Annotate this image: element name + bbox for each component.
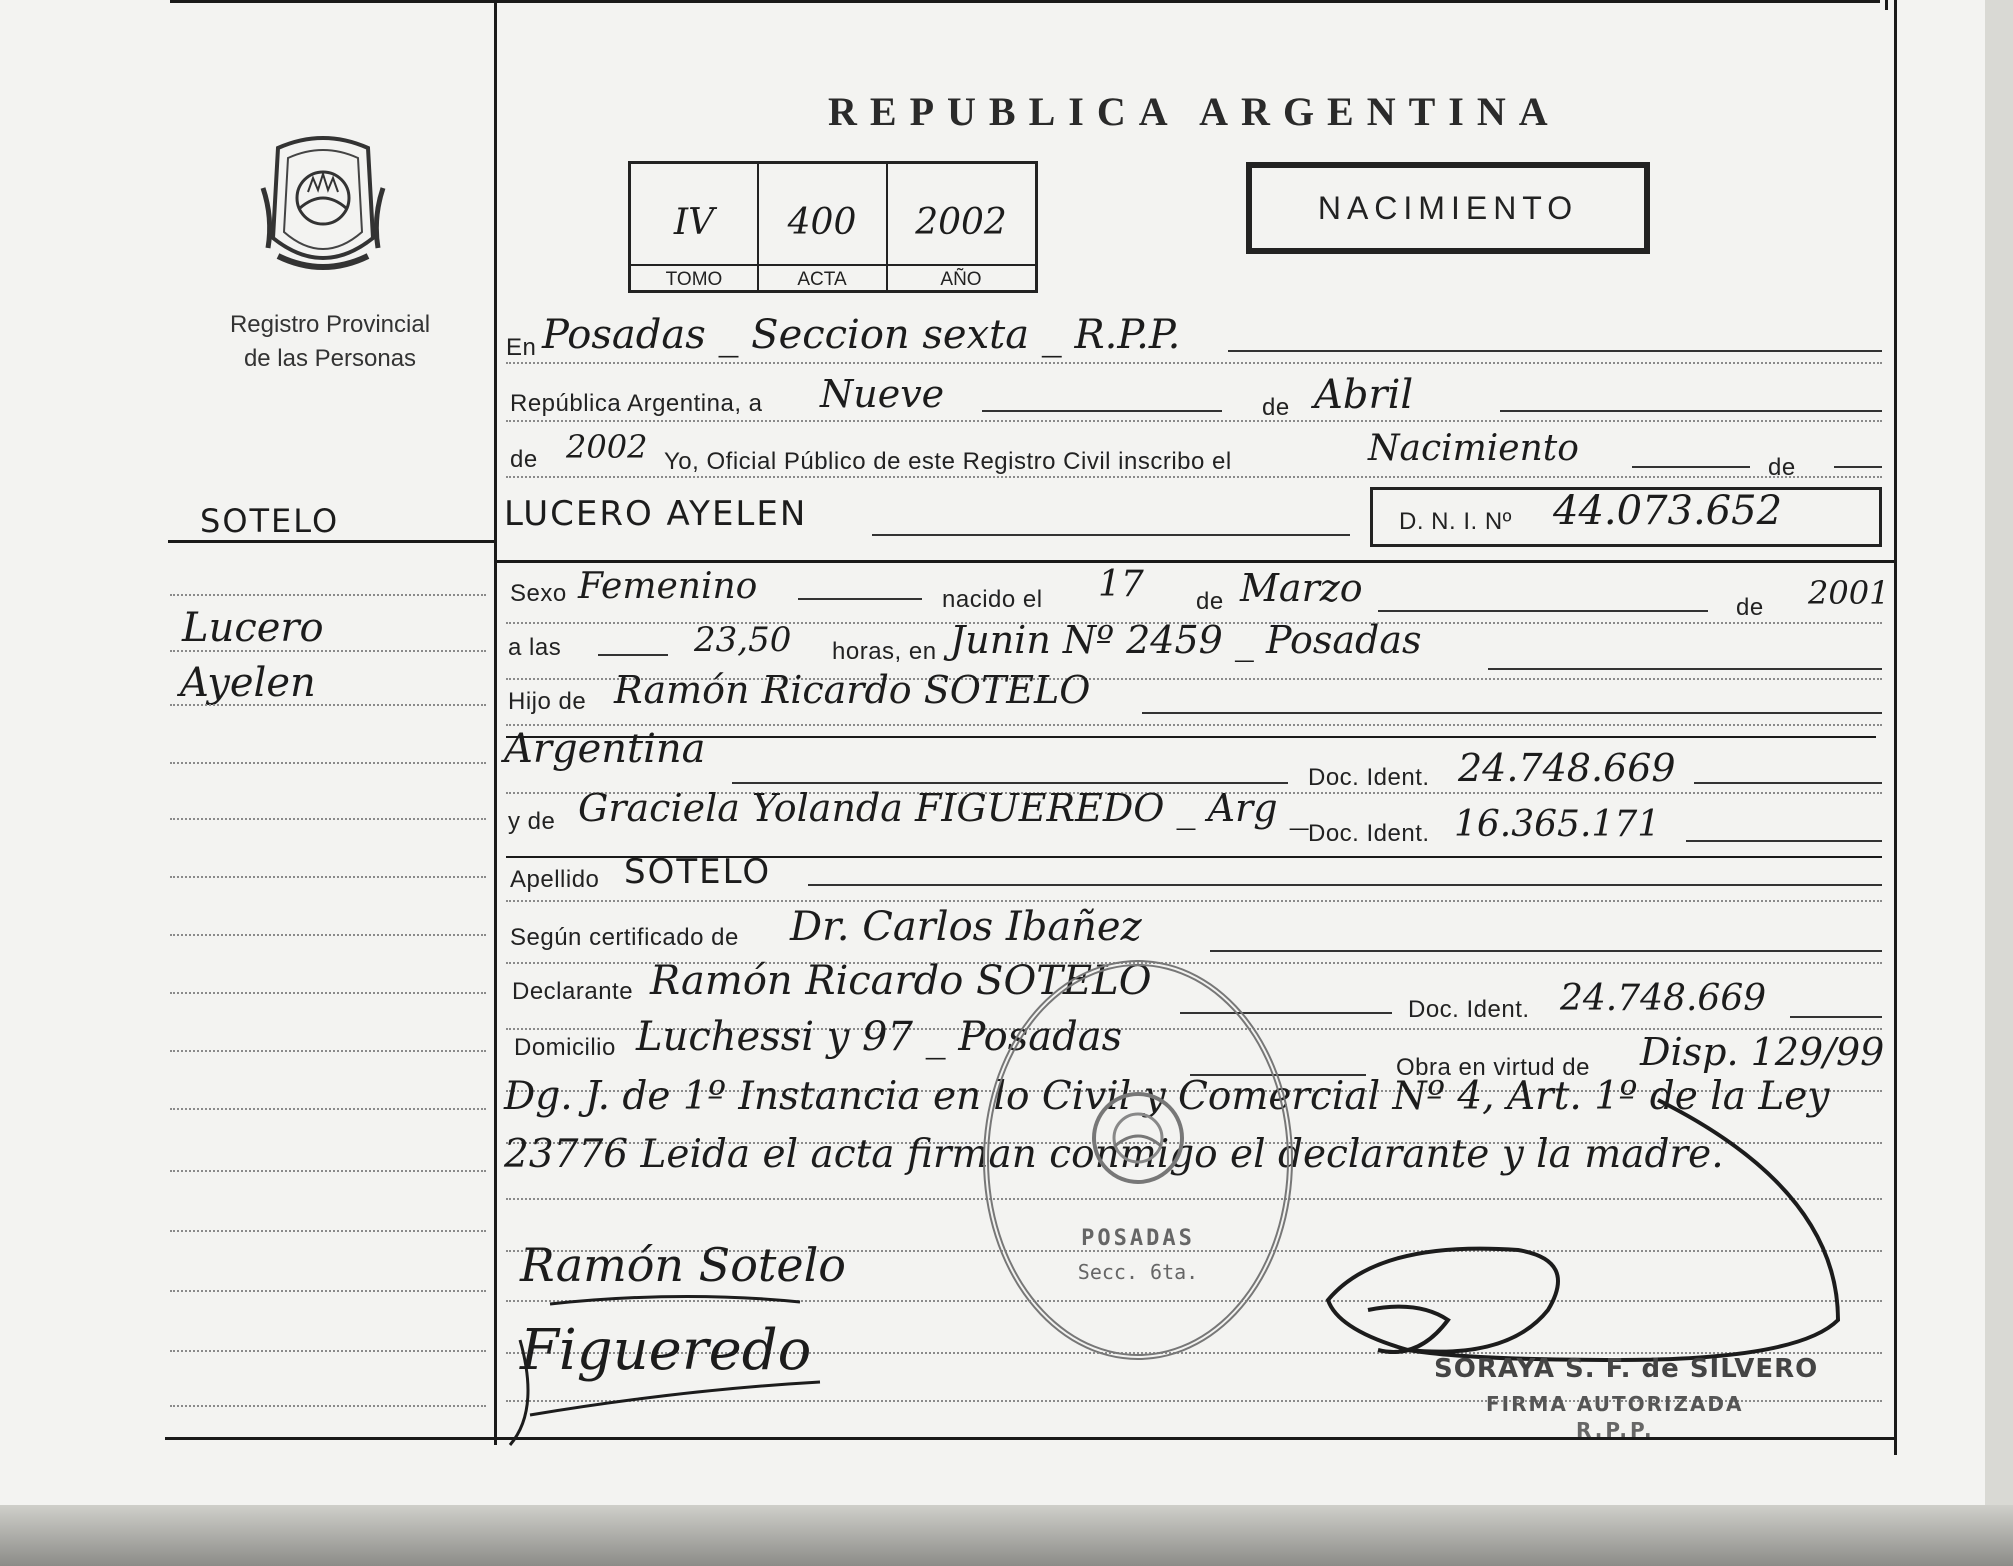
rule-line-6a — [598, 654, 668, 656]
registry-box — [628, 161, 1038, 293]
official-seal-stamp — [983, 960, 1293, 1360]
sidebar-rule — [170, 704, 486, 706]
mother-doc-number: 16.365.171 — [1454, 804, 1661, 845]
rule-line-1 — [1228, 350, 1882, 352]
date-mid: de — [1262, 394, 1290, 421]
father-doc-number: 24.748.669 — [1458, 746, 1676, 790]
sidebar-rule — [170, 1170, 486, 1172]
father-prefix: Hijo de — [508, 688, 587, 715]
authority-prefix: Obra en virtud de — [1396, 1054, 1590, 1081]
declarant-doc-label: Doc. Ident. — [1408, 996, 1530, 1023]
declarant-address: Luchessi y 97 _ Posadas — [636, 1014, 1123, 1060]
birth-month: Marzo — [1240, 566, 1363, 610]
born-prefix: nacido el — [942, 586, 1043, 613]
anio-value: 2002 — [915, 202, 1007, 243]
sidebar-rule — [170, 1290, 486, 1292]
observation-line-1: Dg. J. de 1º Instancia en lo Civil y Comercial Nº 4, Art. 1º de la Ley — [504, 1074, 1830, 1119]
birth-place-prefix: horas, en — [832, 638, 937, 665]
left-edge-mark — [1885, 0, 1888, 10]
address-prefix: Domicilio — [514, 1034, 616, 1061]
document-title: REPUBLICA ARGENTINA — [828, 89, 1561, 134]
stamp-city: POSADAS — [1081, 1226, 1195, 1251]
officer-office: R.P.P. — [1576, 1418, 1655, 1442]
father-nationality: Argentina — [504, 726, 706, 772]
surname-prefix: Apellido — [510, 866, 600, 893]
place-prefix: En — [506, 334, 537, 361]
officer-title: FIRMA AUTORIZADA — [1486, 1392, 1744, 1416]
officer-name: SORAYA S. F. de SILVERO — [1434, 1354, 1819, 1384]
sidebar-given-name-2: Ayelen — [180, 660, 316, 706]
sidebar-rule — [170, 1405, 486, 1407]
rule-line-7 — [1142, 712, 1882, 714]
authority-disposition: Disp. 129/99 — [1640, 1030, 1885, 1074]
rule-line-3a — [1632, 466, 1750, 468]
sidebar-rule — [170, 762, 486, 764]
sidebar-rule — [170, 594, 486, 596]
top-border — [170, 0, 1880, 3]
rule-line-2a — [982, 410, 1222, 412]
rule-line-11 — [1210, 950, 1882, 952]
rule-line-6b — [1488, 668, 1882, 670]
birth-year: 2001 — [1808, 574, 1890, 612]
rule-line-8b — [1694, 782, 1882, 784]
dotted-line-2 — [506, 420, 1882, 422]
dni-label: D. N. I. Nº — [1399, 508, 1512, 535]
sidebar-rule — [170, 934, 486, 936]
rule-line-2b — [1500, 410, 1882, 412]
registration-year: 2002 — [566, 428, 648, 466]
registration-place: Posadas _ Seccion sexta _ R.P.P. — [542, 312, 1181, 358]
time-prefix: a las — [508, 634, 562, 661]
org-line-2: de las Personas — [243, 345, 417, 372]
child-sex: Femenino — [578, 566, 758, 607]
tomo-label: TOMO — [631, 264, 757, 291]
sidebar-rule — [170, 876, 486, 878]
record-kind: Nacimiento — [1368, 428, 1579, 469]
anio-label: AÑO — [887, 264, 1035, 291]
dotted-line-1 — [506, 362, 1882, 364]
registration-month: Abril — [1314, 372, 1414, 418]
sidebar-rule — [170, 1050, 486, 1052]
sidebar-rule — [170, 1350, 486, 1352]
birth-place: Junin Nº 2459 _ Posadas — [950, 618, 1422, 662]
birth-de: de — [1196, 588, 1224, 615]
birth-time: 23,50 — [694, 620, 792, 660]
rule-line-3b — [1834, 466, 1882, 468]
rule-line-10 — [808, 884, 1882, 886]
stamp-emblem-icon — [1085, 1086, 1191, 1196]
rule-line-9 — [1686, 840, 1882, 842]
subject-prefix: de — [1768, 454, 1796, 481]
acta-cell — [758, 164, 888, 290]
rule-line-4 — [872, 534, 1350, 536]
dotted-line-10 — [506, 900, 1882, 902]
sidebar-rule — [170, 992, 486, 994]
page-edge-shadow — [0, 1505, 2013, 1566]
sidebar-rule — [170, 1108, 486, 1110]
declarant-prefix: Declarante — [512, 978, 634, 1005]
mother-doc-label: Doc. Ident. — [1308, 820, 1430, 847]
sidebar-surname: SOTELO — [200, 502, 340, 540]
anio-cell — [887, 164, 1035, 290]
mother-prefix: y de — [508, 808, 556, 835]
stamp-section: Secc. 6ta. — [1077, 1260, 1199, 1284]
sidebar-given-name-1: Lucero — [182, 605, 324, 651]
surname-value: SOTELO — [624, 852, 772, 892]
year-prefix: de — [510, 446, 538, 473]
section-rule — [494, 560, 1894, 563]
org-line-1: Registro Provincial — [229, 311, 431, 338]
declarant-doc-number: 24.748.669 — [1560, 978, 1767, 1019]
rule-line-12b — [1790, 1016, 1882, 1018]
dni-box — [1370, 487, 1882, 547]
declarant-name: Ramón Ricardo SOTELO — [650, 958, 1152, 1004]
dni-number: 44.073.652 — [1553, 488, 1783, 534]
sidebar-rule — [170, 650, 486, 652]
right-border — [1894, 0, 1897, 1455]
registration-day: Nueve — [820, 372, 945, 416]
dotted-line-3 — [506, 476, 1882, 478]
declarant-signature: Ramón Sotelo — [520, 1238, 846, 1292]
registry-organization — [180, 308, 480, 376]
rule-line-5b — [1378, 610, 1708, 612]
birth-de-2: de — [1736, 594, 1764, 621]
sex-prefix: Sexo — [510, 580, 567, 607]
record-type-box: NACIMIENTO — [1246, 162, 1650, 254]
officer-signature-scrawl — [1318, 1060, 1858, 1400]
date-prefix: República Argentina, a — [510, 390, 763, 417]
sidebar-rule — [170, 818, 486, 820]
mother-signature: Figueredo — [520, 1318, 812, 1383]
sidebar-surname-rule — [168, 540, 494, 543]
acta-label: ACTA — [758, 264, 886, 291]
rule-line-5a — [798, 598, 922, 600]
father-doc-label: Doc. Ident. — [1308, 764, 1430, 791]
observation-line-2: 23776 Leida el acta firman conmigo el declarante y la madre. — [504, 1132, 1724, 1177]
acta-value: 400 — [787, 202, 857, 243]
tomo-value: IV — [673, 202, 715, 243]
dotted-line-7 — [506, 724, 1882, 726]
certifying-doctor: Dr. Carlos Ibañez — [790, 904, 1142, 950]
province-seal-icon — [258, 128, 388, 282]
officer-statement: Yo, Oficial Público de este Registro Civil inscribo el — [664, 448, 1232, 475]
rule-line-8a — [732, 782, 1288, 784]
certificate-prefix: Según certificado de — [510, 924, 739, 951]
father-name: Ramón Ricardo SOTELO — [614, 668, 1091, 712]
child-full-name: LUCERO AYELEN — [504, 494, 808, 534]
sidebar-rule — [170, 1230, 486, 1232]
father-rule — [506, 736, 1876, 738]
sidebar-divider — [494, 0, 497, 1445]
birth-day: 17 — [1098, 564, 1144, 605]
tomo-cell — [631, 164, 759, 290]
mother-name: Graciela Yolanda FIGUEREDO _ Arg _ — [578, 786, 1309, 830]
